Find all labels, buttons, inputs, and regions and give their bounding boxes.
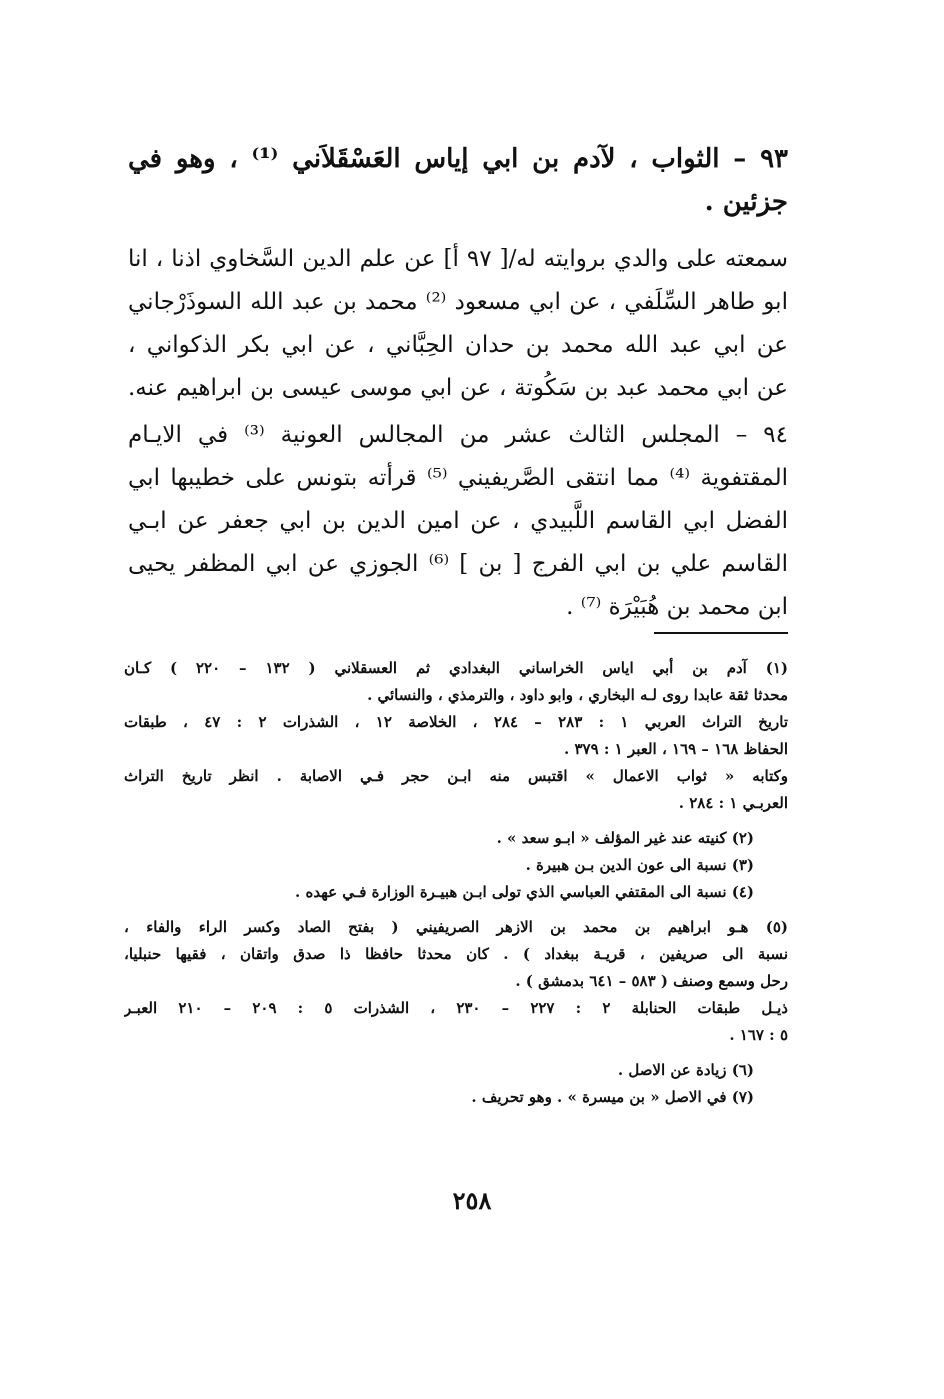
footnote-1b-line-2: الحفاظ ١٦٨ – ١٦٩ ، العبر ١ : ٣٧٩ .	[564, 740, 788, 758]
page-number: ٢٥٨	[452, 1186, 492, 1215]
footnote-5-line-3: رحل وسمع وصنف ( ٥٨٣ – ٦٤١ بدمشق ) .	[515, 972, 788, 990]
footnote-1-line-2: محدثا ثقة عابدا روى لـه البخاري ، وابو داود ، والترمذي ، والنسائي .	[367, 686, 788, 704]
entry-93-line-1: ٩٣ – الثواب ، لآدم بن ابي إياس العَسْقَلاَني ⁽¹⁾ ، وهو في	[128, 144, 788, 174]
footnote-5b-line-1: ذيـل طبقات الحنابلة ٢ : ٢٢٧ – ٢٣٠ ، الشذرات ٥ : ٢٠٩ – ٢١٠ العبـر	[124, 999, 788, 1017]
footnote-7: (٧) في الاصل « بن ميسرة » . وهو تحريف .	[471, 1088, 754, 1106]
para-93-line-1: سمعته على والدي بروايته له/[ ٩٧ أ] عن علم الدين السَّخاوي اذنا ، انا	[128, 246, 788, 272]
para-93-line-3: عن ابي عبد الله محمد بن حدان الحِبَّاني ، عن ابي بكر الذكواني ،	[128, 332, 788, 358]
footnote-4: (٤) نسبة الى المقتفي العباسي الذي تولى ابـن هبيـرة الوزارة فـي عهده .	[295, 883, 754, 901]
para-93-line-4: عن ابي محمد عبد بن سَكُوتة ، عن ابي موسى عيسى بن ابراهيم عنه.	[128, 375, 788, 401]
footnote-1-line-1: (١) آدم بن أبي اياس الخراساني البغدادي ثم العسقلاني ( ١٣٢ – ٢٢٠ ) كـان	[124, 659, 788, 677]
para-94-line-2: المقتفوية ⁽⁴⁾ مما انتقى الصَّريفيني ⁽⁵⁾ قرأته بتونس على خطيبها ابي	[128, 465, 788, 491]
para-94-line-1: ٩٤ – المجلس الثالث عشر من المجالس العونية ⁽³⁾ في الايـام	[128, 422, 788, 448]
footnote-2: (٢) كنيته عند غير المؤلف « ابـو سعد » .	[496, 829, 754, 847]
footnote-5b-line-2: ٥ : ١٦٧ .	[729, 1026, 788, 1044]
main-text	[128, 138, 788, 629]
footnote-5-line-2: نسبة الى صريفين ، قريـة ببغداد ) . كان محدثا حافظا ذا صدق واتقان ، فقيها حنبليا،	[124, 945, 788, 963]
para-94-line-3: الفضل ابي القاسم اللَّبيدي ، عن امين الدين بن ابي جعفر عن ابـي	[128, 508, 788, 534]
footnote-1b-line-1: تاريخ التراث العربي ١ : ٢٨٣ – ٢٨٤ ، الخلاصة ١٢ ، الشذرات ٢ : ٤٧ ، طبقات	[124, 713, 788, 731]
para-94-line-5: ابن محمد بن هُبَيْرَة ⁽⁷⁾ .	[566, 594, 788, 620]
footnote-6: (٦) زيادة عن الاصل .	[617, 1061, 754, 1079]
entry-93-line-2: جزئين .	[704, 187, 788, 217]
footnote-divider	[654, 632, 788, 634]
footnotes	[124, 655, 788, 1111]
footnote-1c-line-1: وكتابه « ثواب الاعمال » اقتبس منه ابـن حجر فـي الاصابة . انظر تاريخ التراث	[124, 767, 788, 785]
footnote-1c-line-2: العربـي ١ : ٢٨٤ .	[678, 794, 788, 812]
footnote-3: (٣) نسبة الى عون الدين بـن هبيرة .	[525, 856, 754, 874]
footnote-5-line-1: (٥) هـو ابراهيم بن محمد بن الازهر الصريفيني ( بفتح الصاد وكسر الراء والفاء ،	[124, 918, 788, 936]
para-94-line-4: القاسم علي بن ابي الفرج [ بن ] ⁽⁶⁾ الجوزي عن ابي المظفر يحيى	[128, 551, 788, 577]
para-93-line-2: ابو طاهر السِّلَفي ، عن ابي مسعود ⁽²⁾ محمد بن عبد الله السوذَرْجاني	[128, 289, 788, 315]
